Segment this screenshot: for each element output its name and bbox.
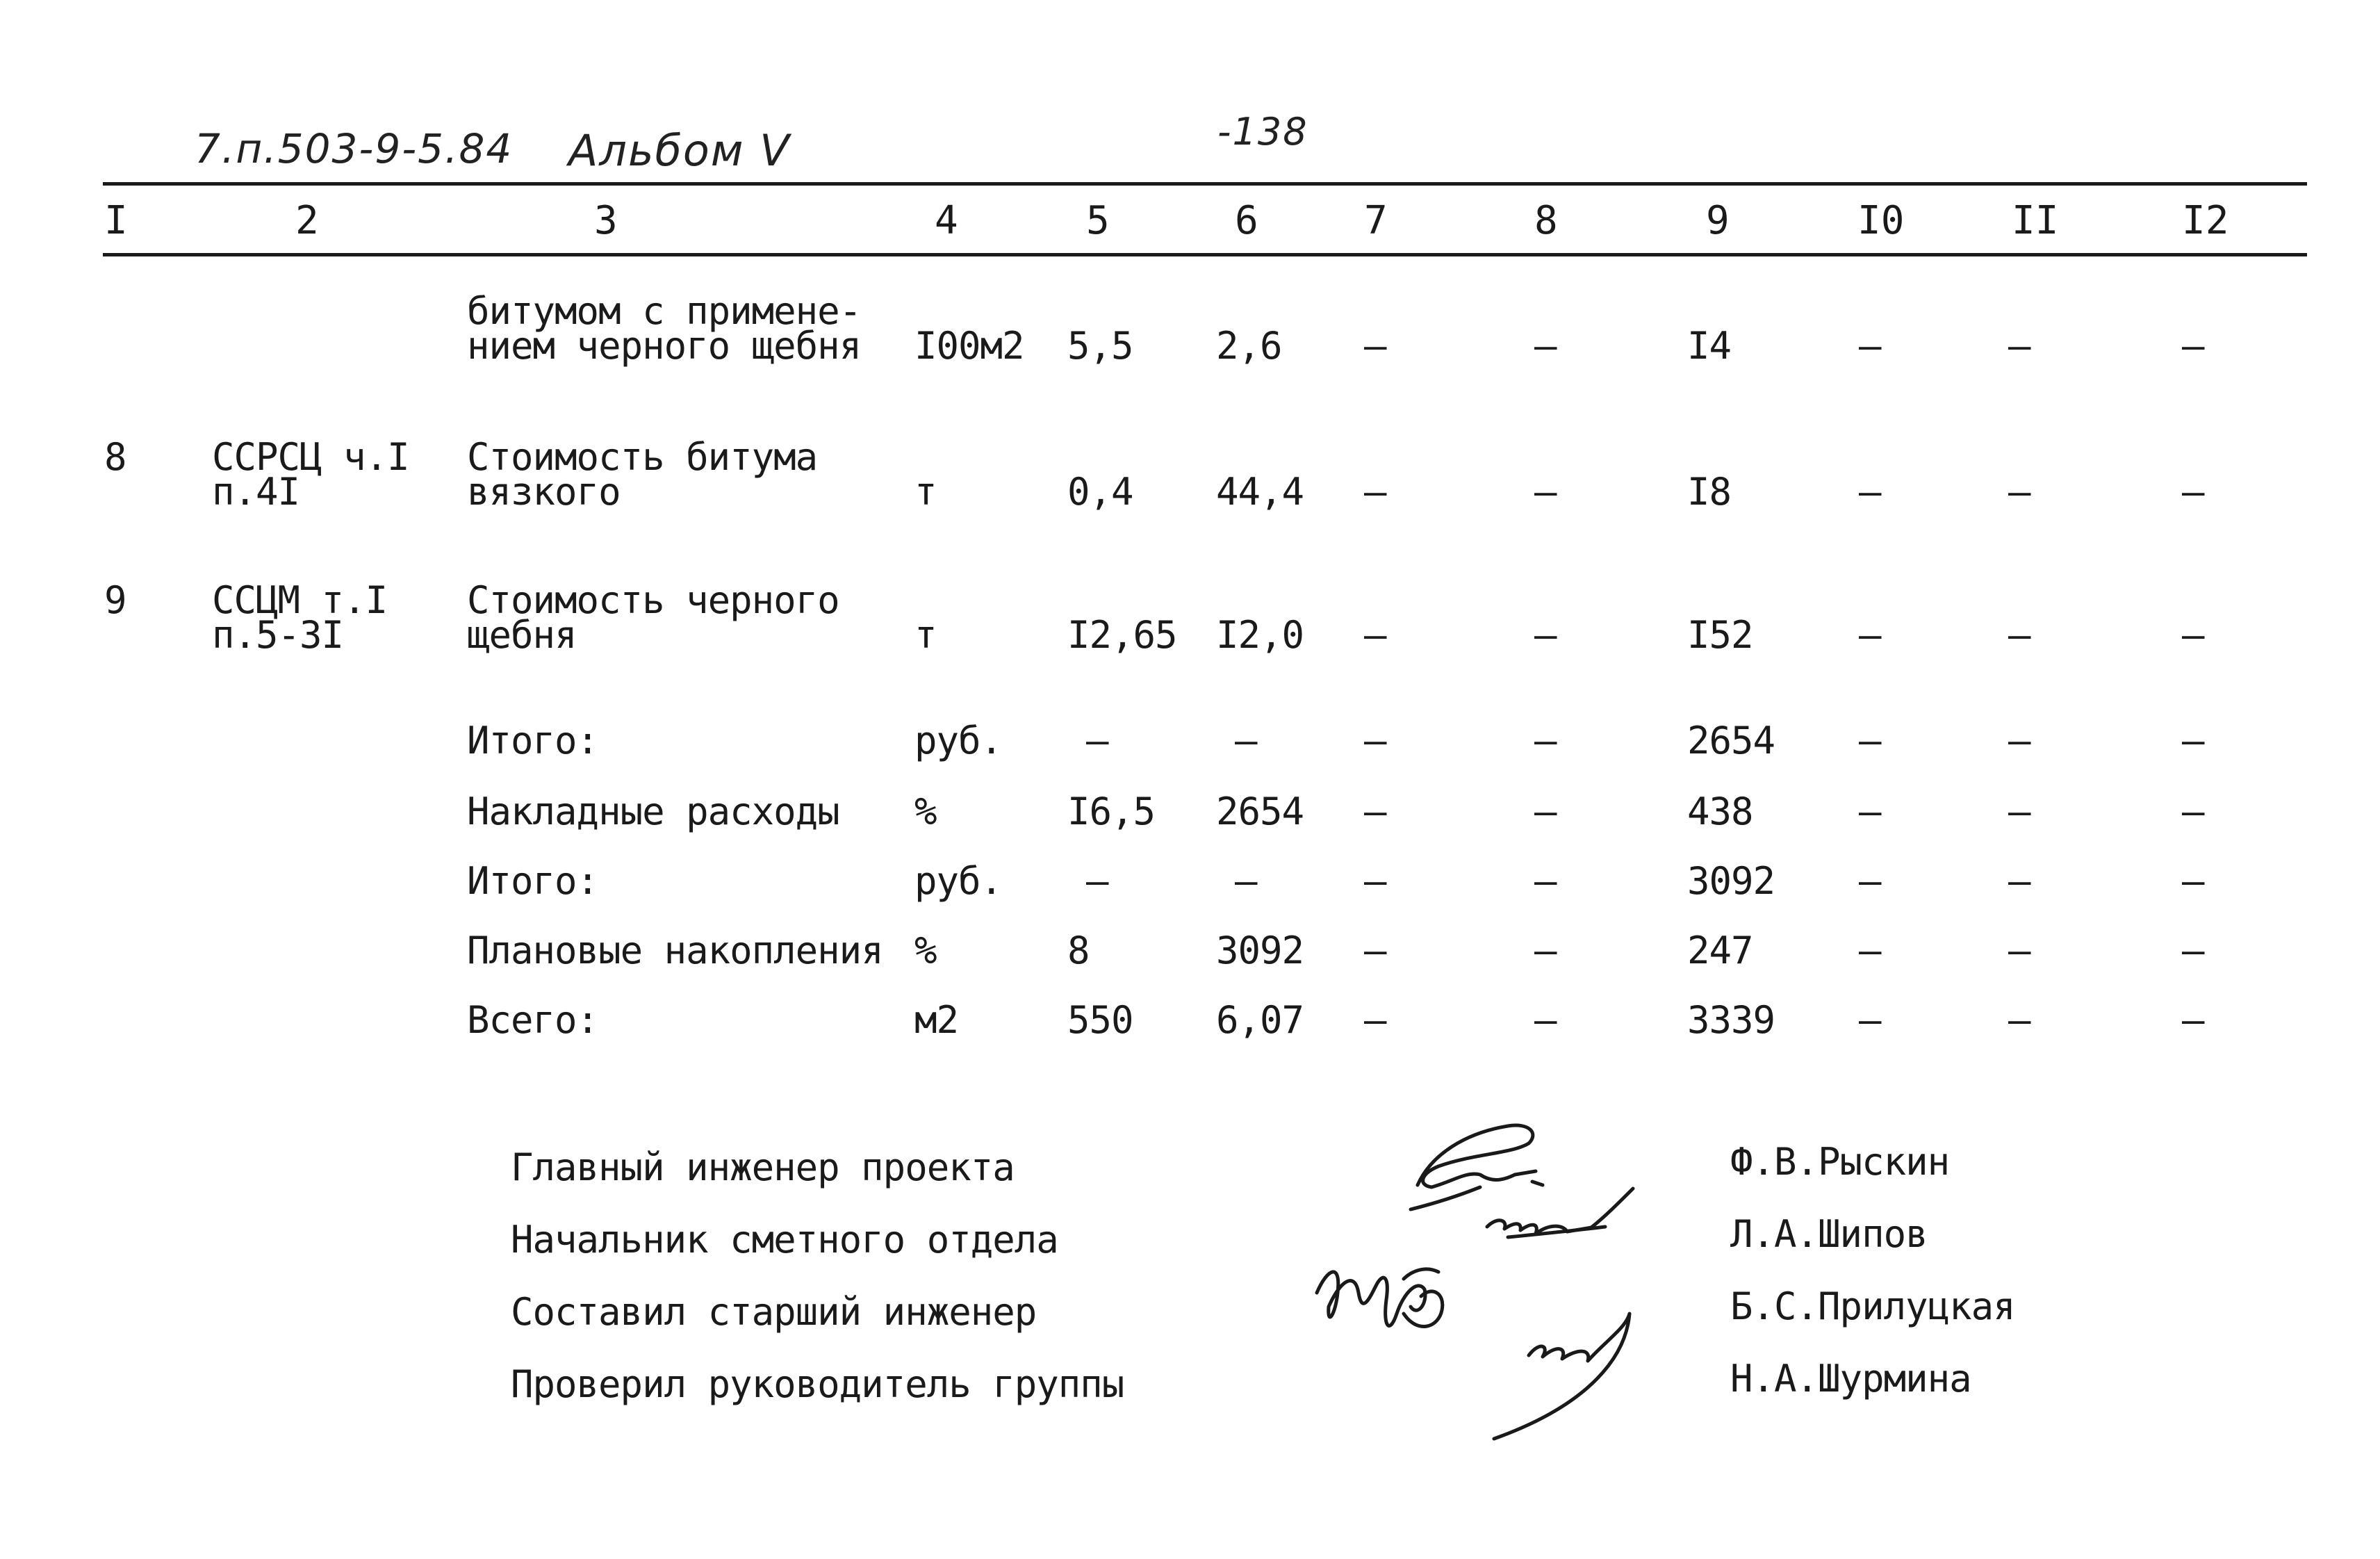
row-quantity: 0,4 bbox=[1067, 470, 1133, 514]
totals-unit: м2 bbox=[914, 998, 959, 1042]
column-header: 3 bbox=[594, 198, 618, 243]
row-total: I8 bbox=[1687, 470, 1732, 514]
handwritten-signatures bbox=[1299, 1105, 1689, 1453]
row-description-line: Стоимость черного bbox=[467, 578, 839, 622]
signatory-role: Проверил руководитель группы bbox=[511, 1362, 1124, 1406]
page-number: -138 bbox=[1217, 110, 1308, 154]
column-header: I2 bbox=[2182, 198, 2229, 243]
column-header: 4 bbox=[935, 198, 958, 243]
totals-sum: 247 bbox=[1687, 929, 1753, 972]
totals-cell: – bbox=[1859, 929, 1881, 972]
totals-unit: % bbox=[914, 929, 937, 972]
row-description-line: битумом с примене- bbox=[467, 289, 862, 333]
column-header: 5 bbox=[1086, 198, 1110, 243]
row-cell: – bbox=[2182, 470, 2204, 514]
totals-cell: – bbox=[1534, 859, 1557, 903]
column-header: II bbox=[2012, 198, 2059, 243]
totals-sum: 3339 bbox=[1687, 998, 1775, 1042]
row-price: 2,6 bbox=[1216, 324, 1282, 368]
signatory-role: Составил старший инженер bbox=[511, 1290, 1037, 1334]
totals-cell: – bbox=[2008, 859, 2030, 903]
signature-mark bbox=[1418, 1125, 1533, 1187]
row-description-line: Стоимость битума bbox=[467, 435, 818, 479]
totals-cell: – bbox=[1859, 998, 1881, 1042]
column-header: 8 bbox=[1534, 198, 1558, 243]
totals-cell: 2654 bbox=[1216, 790, 1304, 833]
totals-cell: 6,07 bbox=[1216, 998, 1304, 1042]
document-code: 7.п.503-9-5.84 bbox=[195, 125, 514, 172]
row-source-line: ССЦМ т.I bbox=[212, 578, 388, 622]
totals-cell: – bbox=[1364, 998, 1386, 1042]
row-cell: – bbox=[1364, 613, 1386, 657]
row-cell: – bbox=[2182, 613, 2204, 657]
totals-label: Накладные расходы bbox=[467, 790, 839, 833]
signatory-role: Главный инженер проекта bbox=[511, 1145, 1015, 1189]
signature-mark bbox=[1411, 1187, 1480, 1209]
totals-sum: 438 bbox=[1687, 790, 1753, 833]
totals-cell: – bbox=[2182, 998, 2204, 1042]
row-number: 8 bbox=[104, 435, 126, 479]
totals-cell: 550 bbox=[1067, 998, 1133, 1042]
totals-cell: – bbox=[2008, 790, 2030, 833]
totals-cell: – bbox=[1364, 859, 1386, 903]
column-header: 7 bbox=[1364, 198, 1388, 243]
totals-cell: I6,5 bbox=[1067, 790, 1156, 833]
signature-mark bbox=[1515, 1171, 1543, 1185]
totals-cell: – bbox=[2008, 929, 2030, 972]
totals-cell: – bbox=[1235, 719, 1257, 762]
row-total: I4 bbox=[1687, 324, 1732, 368]
row-cell: – bbox=[1364, 470, 1386, 514]
row-cell: – bbox=[2008, 324, 2030, 368]
row-source-line: п.5-3I bbox=[212, 613, 344, 657]
totals-cell: – bbox=[1534, 929, 1557, 972]
totals-cell: – bbox=[1235, 859, 1257, 903]
signatory-name: Б.С.Прилуцкая bbox=[1730, 1284, 2015, 1328]
signature-mark bbox=[1487, 1189, 1633, 1234]
row-cell: – bbox=[1534, 470, 1557, 514]
totals-unit: руб. bbox=[914, 719, 1003, 762]
totals-label: Всего: bbox=[467, 998, 599, 1042]
totals-cell: – bbox=[1534, 998, 1557, 1042]
signatory-name: Ф.В.Рыскин bbox=[1730, 1140, 1950, 1184]
totals-cell: – bbox=[1534, 790, 1557, 833]
totals-cell: – bbox=[1364, 719, 1386, 762]
row-cell: – bbox=[2008, 470, 2030, 514]
row-source-line: ССРСЦ ч.I bbox=[212, 435, 409, 479]
row-source-line: п.4I bbox=[212, 470, 300, 514]
signature-mark bbox=[1404, 1291, 1443, 1327]
totals-cell: – bbox=[2008, 998, 2030, 1042]
totals-cell: 8 bbox=[1067, 929, 1090, 972]
row-price: I2,0 bbox=[1216, 613, 1304, 657]
totals-cell: – bbox=[2182, 790, 2204, 833]
row-description-line: вязкого bbox=[467, 470, 621, 514]
row-price: 44,4 bbox=[1216, 470, 1304, 514]
column-header: I0 bbox=[1857, 198, 1905, 243]
row-cell: – bbox=[1859, 470, 1881, 514]
row-cell: – bbox=[1534, 324, 1557, 368]
totals-cell: – bbox=[1859, 790, 1881, 833]
totals-cell: – bbox=[2182, 859, 2204, 903]
row-total: I52 bbox=[1687, 613, 1753, 657]
row-cell: – bbox=[1859, 324, 1881, 368]
totals-cell: 3092 bbox=[1216, 929, 1304, 972]
table-header-rule bbox=[103, 253, 2307, 256]
album-label: Альбом V bbox=[568, 125, 791, 176]
totals-cell: – bbox=[2182, 719, 2204, 762]
row-cell: – bbox=[2008, 613, 2030, 657]
row-unit: I00м2 bbox=[914, 324, 1024, 368]
totals-label: Итого: bbox=[467, 859, 599, 903]
column-header: I bbox=[104, 198, 128, 243]
table-top-rule bbox=[103, 182, 2307, 186]
row-cell: – bbox=[1859, 613, 1881, 657]
totals-unit: руб. bbox=[914, 859, 1003, 903]
totals-cell: – bbox=[2182, 929, 2204, 972]
row-unit: т bbox=[914, 470, 937, 514]
totals-cell: – bbox=[2008, 719, 2030, 762]
row-description-line: щебня bbox=[467, 613, 577, 657]
signature-mark bbox=[1404, 1269, 1438, 1279]
row-cell: – bbox=[1364, 324, 1386, 368]
row-number: 9 bbox=[104, 578, 126, 622]
totals-cell: – bbox=[1859, 719, 1881, 762]
row-quantity: 5,5 bbox=[1067, 324, 1133, 368]
signature-mark bbox=[1494, 1314, 1630, 1439]
column-header: 2 bbox=[295, 198, 319, 243]
row-quantity: I2,65 bbox=[1067, 613, 1177, 657]
totals-unit: % bbox=[914, 790, 937, 833]
signatory-name: Н.А.Шурмина bbox=[1730, 1357, 1971, 1401]
totals-sum: 3092 bbox=[1687, 859, 1775, 903]
column-header: 9 bbox=[1706, 198, 1730, 243]
totals-cell: – bbox=[1534, 719, 1557, 762]
signatory-role: Начальник сметного отдела bbox=[511, 1218, 1058, 1262]
row-description-line: нием черного щебня bbox=[467, 324, 862, 368]
row-cell: – bbox=[1534, 613, 1557, 657]
row-unit: т bbox=[914, 613, 937, 657]
totals-cell: – bbox=[1364, 929, 1386, 972]
row-cell: – bbox=[2182, 324, 2204, 368]
totals-sum: 2654 bbox=[1687, 719, 1775, 762]
column-header: 6 bbox=[1235, 198, 1258, 243]
signatory-name: Л.А.Шипов bbox=[1730, 1212, 1928, 1256]
totals-cell: – bbox=[1364, 790, 1386, 833]
totals-label: Итого: bbox=[467, 719, 599, 762]
totals-label: Плановые накопления bbox=[467, 929, 883, 972]
totals-cell: – bbox=[1086, 859, 1108, 903]
totals-cell: – bbox=[1086, 719, 1108, 762]
totals-cell: – bbox=[1859, 859, 1881, 903]
